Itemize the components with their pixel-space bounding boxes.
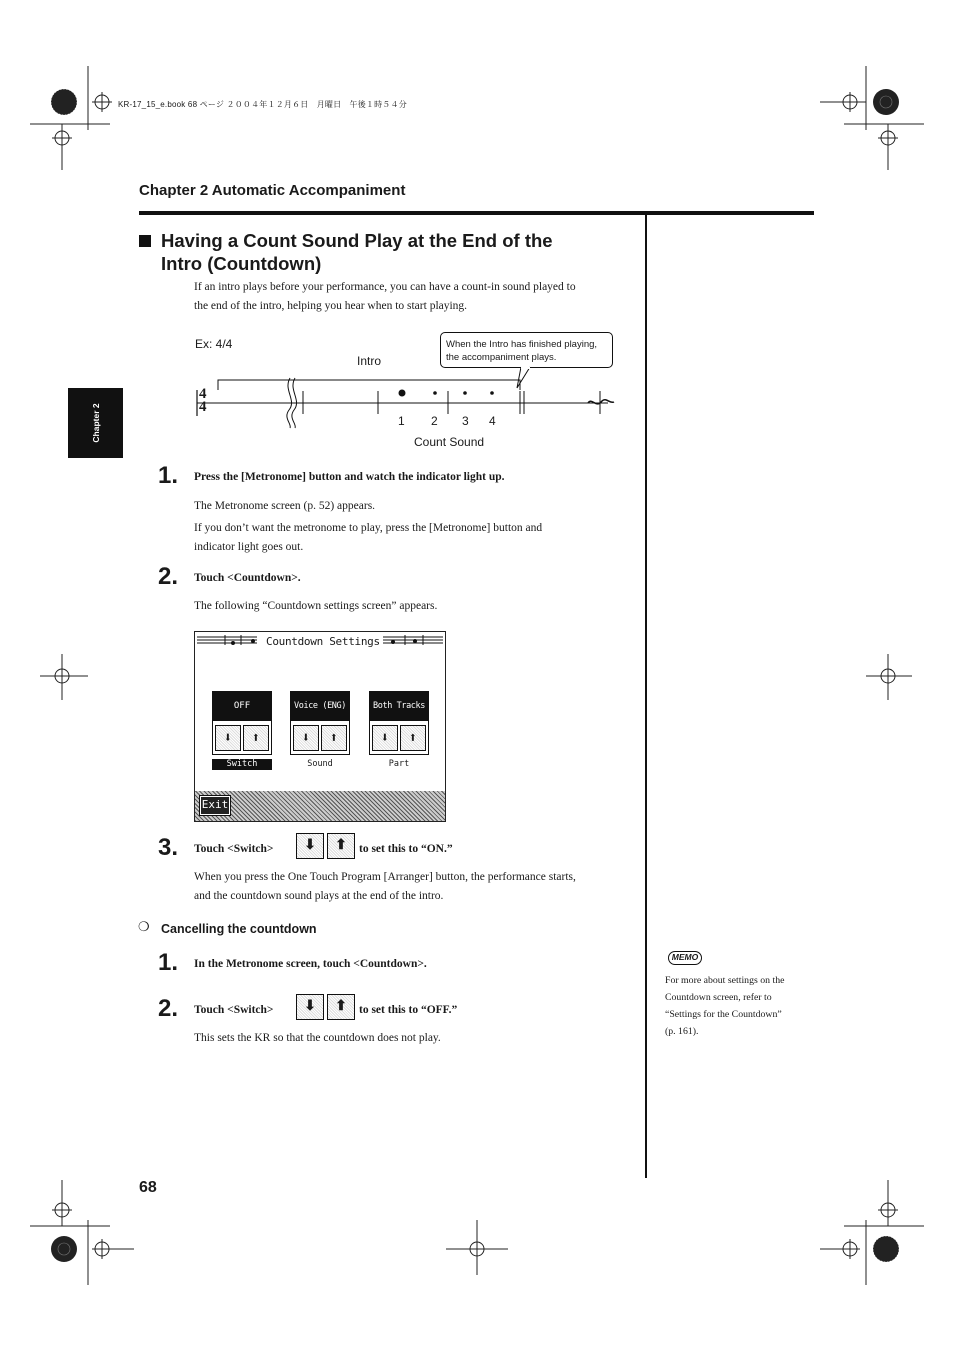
step-text: to set this to “OFF.”	[359, 1004, 458, 1016]
side-tab-label: Chapter 2	[91, 403, 101, 443]
memo-badge-label: MEMO	[671, 952, 699, 962]
memo-line: (p. 161).	[665, 1026, 699, 1037]
time-sig-bottom: 4	[199, 399, 207, 415]
down-arrow-icon: ⬇	[304, 838, 316, 853]
note-line: indicator light goes out.	[194, 540, 304, 553]
count-number: 2	[431, 414, 438, 428]
step-text: Touch <Countdown>.	[194, 572, 301, 584]
inline-up-button	[327, 833, 355, 859]
screen-title: Countdown Settings	[263, 635, 383, 648]
part-group	[369, 691, 429, 770]
up-arrow-icon: ⬆	[335, 838, 347, 853]
step-text: Touch <Switch>	[194, 843, 274, 855]
count-dot	[433, 391, 437, 395]
up-arrow-icon: ⬆	[335, 999, 347, 1014]
sound-value-display[interactable]: Voice (ENG)	[290, 691, 350, 720]
switch-value-display[interactable]: OFF	[212, 691, 272, 720]
step-number: 1.	[158, 462, 179, 489]
memo-badge	[668, 951, 702, 965]
step-number: 3.	[158, 834, 179, 861]
cancel-heading: Cancelling the countdown	[161, 922, 317, 936]
memo-line: “Settings for the Countdown”	[665, 1009, 782, 1020]
callout-line: the accompaniment plays.	[446, 352, 557, 363]
section-square-icon	[139, 235, 151, 247]
inline-down-button	[296, 994, 324, 1020]
step-note: The Metronome screen (p. 52) appears.	[194, 500, 376, 512]
time-sig-top: 4	[199, 386, 207, 402]
callout-line: When the Intro has finished playing,	[446, 339, 598, 350]
step-note: The following “Countdown settings screen” appears.	[194, 600, 438, 612]
count-number: 1	[398, 414, 405, 428]
count-dot	[399, 390, 406, 397]
step-note: This sets the KR so that the countdown does not play.	[194, 1032, 441, 1044]
column-divider	[645, 215, 647, 1178]
switch-group	[212, 691, 272, 770]
diagram-example-label: Ex: 4/4	[195, 337, 233, 351]
screen-title-bar	[195, 632, 445, 652]
switch-up-button[interactable]	[243, 725, 269, 751]
up-arrow-icon: ⬆	[408, 729, 418, 746]
step-text: Press the [Metronome] button and watch the indicator light up.	[194, 471, 505, 483]
countdown-settings-screen	[194, 631, 446, 822]
step-note	[194, 519, 542, 556]
count-dot	[490, 391, 494, 395]
note-line: When you press the One Touch Program [Arranger] button, the performance starts,	[194, 871, 576, 883]
down-arrow-icon: ⬇	[304, 999, 316, 1014]
intro-line: If an intro plays before your performance, you can have a count-in sound played to	[194, 281, 576, 293]
exit-button[interactable]: Exit	[200, 796, 230, 815]
section-title	[161, 229, 553, 275]
score-diagram	[190, 360, 630, 430]
section-title-line2: Intro (Countdown)	[161, 253, 322, 274]
down-arrow-icon: ⬇	[301, 729, 311, 746]
step-text: In the Metronome screen, touch <Countdown>.	[194, 958, 427, 970]
part-value-display[interactable]: Both Tracks	[369, 691, 429, 720]
step-text: Touch <Switch>	[194, 1004, 274, 1016]
switch-arrow-buttons	[212, 720, 272, 755]
count-dot	[463, 391, 467, 395]
time-signature	[199, 388, 207, 414]
step-note	[194, 868, 576, 905]
part-up-button[interactable]	[400, 725, 426, 751]
memo-line: For more about settings on the	[665, 975, 785, 986]
part-arrow-buttons	[369, 720, 429, 755]
count-number: 4	[489, 414, 496, 428]
section-title-line1: Having a Count Sound Play at the End of the	[161, 230, 553, 251]
part-label: Part	[388, 759, 410, 769]
cancel-bullet-icon: ❍	[138, 920, 150, 935]
up-arrow-icon: ⬆	[251, 729, 261, 746]
sound-label: Sound	[307, 759, 333, 769]
step-number: 1.	[158, 949, 179, 976]
inline-down-button	[296, 833, 324, 859]
note-line: If you don’t want the metronome to play, press the [Metronome] button and	[194, 522, 543, 534]
diagram-intro-label: Intro	[357, 354, 382, 368]
up-arrow-icon: ⬆	[329, 729, 339, 746]
sound-arrow-buttons	[290, 720, 350, 755]
sound-group	[290, 691, 350, 770]
sound-up-button[interactable]	[321, 725, 347, 751]
sound-down-button[interactable]	[293, 725, 319, 751]
part-down-button[interactable]	[372, 725, 398, 751]
inline-arrow-buttons	[296, 833, 355, 859]
step-text: to set this to “ON.”	[359, 843, 453, 855]
intro-line: the end of the intro, helping you hear when to start playing.	[194, 299, 468, 312]
memo-text	[665, 972, 784, 1040]
page-number: 68	[139, 1179, 157, 1196]
chapter-header: Chapter 2 Automatic Accompaniment	[139, 182, 406, 199]
header-rule	[139, 211, 814, 215]
inline-arrow-buttons	[296, 994, 355, 1020]
note-line: and the countdown sound plays at the end of the intro.	[194, 889, 444, 902]
memo-line: Countdown screen, refer to	[665, 992, 772, 1003]
step-number: 2.	[158, 563, 179, 590]
down-arrow-icon: ⬇	[223, 729, 233, 746]
count-number: 3	[462, 414, 469, 428]
switch-label: Switch	[212, 759, 272, 770]
inline-up-button	[327, 994, 355, 1020]
screen-bottom-bar	[195, 791, 445, 821]
print-header: KR-17_15_e.book 68 ページ ２００４年１２月６日 月曜日 午後１時５４分	[118, 100, 407, 109]
switch-down-button[interactable]	[215, 725, 241, 751]
chapter-side-tab	[68, 388, 123, 458]
intro-paragraph	[194, 278, 576, 315]
step-number: 2.	[158, 995, 179, 1022]
down-arrow-icon: ⬇	[380, 729, 390, 746]
count-sound-label: Count Sound	[414, 435, 485, 449]
